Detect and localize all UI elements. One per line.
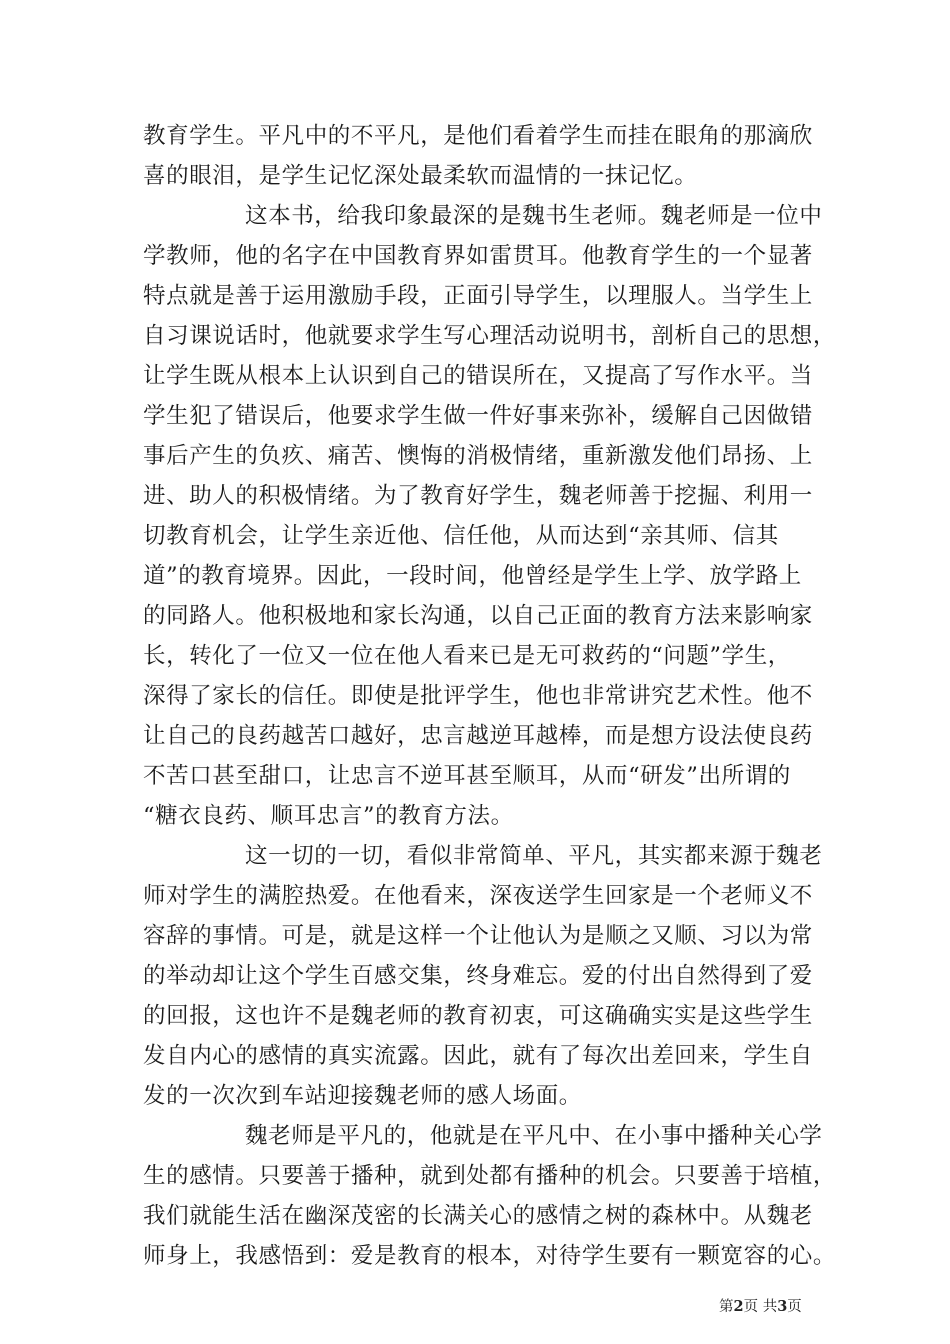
text-line: 发的一次次到车站迎接魏老师的感人场面。 xyxy=(143,1083,582,1109)
text-line: 我们就能生活在幽深茂密的长满关心的感情之树的森林中。从魏老 xyxy=(143,1203,813,1229)
text-line: 自习课说话时，他就要求学生写心理活动说明书，剖析自己的思想， xyxy=(143,323,837,349)
text-line: 进、助人的积极情绪。为了教育好学生，魏老师善于挖掘、利用一 xyxy=(143,483,813,509)
paragraph-start-line: 这本书，给我印象最深的是魏书生老师。魏老师是一位中 xyxy=(245,203,823,229)
text-line: “糖衣良药、顺耳忠言”的教育方法。 xyxy=(143,803,514,829)
text-line: 让自己的良药越苦口越好，忠言越逆耳越棒，而是想方设法使良药 xyxy=(143,723,813,749)
text-line: 不苦口甚至甜口，让忠言不逆耳甚至顺耳，从而“研发”出所谓的 xyxy=(143,763,791,789)
text-line: 长，转化了一位又一位在他人看来已是无可救药的“问题”学生， xyxy=(143,643,791,669)
text-line: 让学生既从根本上认识到自己的错误所在，又提高了写作水平。当 xyxy=(143,363,813,389)
text-line: 事后产生的负疚、痛苦、懊悔的消极情绪，重新激发他们昂扬、上 xyxy=(143,443,813,469)
text-line: 生的感情。只要善于播种，就到处都有播种的机会。只要善于培植， xyxy=(143,1163,837,1189)
text-line: 特点就是善于运用激励手段，正面引导学生，以理服人。当学生上 xyxy=(143,283,813,309)
text-line: 学教师，他的名字在中国教育界如雷贯耳。他教育学生的一个显著 xyxy=(143,243,813,269)
text-line: 教育学生。平凡中的不平凡，是他们看着学生而挂在眼角的那滴欣 xyxy=(143,123,813,149)
footer-middle: 页 共 xyxy=(743,1299,778,1315)
text-line: 的同路人。他积极地和家长沟通，以自己正面的教育方法来影响家 xyxy=(143,603,813,629)
text-line: 的举动却让这个学生百感交集，终身难忘。爱的付出自然得到了爱 xyxy=(143,963,813,989)
paragraph-start-line: 魏老师是平凡的，他就是在平凡中、在小事中播种关心学 xyxy=(245,1123,823,1149)
text-line: 师对学生的满腔热爱。在他看来，深夜送学生回家是一个老师义不 xyxy=(143,883,813,909)
text-line: 深得了家长的信任。即使是批评学生，他也非常讲究艺术性。他不 xyxy=(143,683,813,709)
text-line: 的回报，这也许不是魏老师的教育初衷，可这确确实实是这些学生 xyxy=(143,1003,813,1029)
footer-suffix: 页 xyxy=(787,1299,802,1315)
text-line: 切教育机会，让学生亲近他、信任他，从而达到“亲其师、信其 xyxy=(143,523,779,549)
text-line: 容辞的事情。可是，就是这样一个让他认为是顺之又顺、习以为常 xyxy=(143,923,813,949)
page-number-footer xyxy=(719,1297,802,1317)
footer-prefix: 第 xyxy=(719,1299,734,1315)
text-line: 喜的眼泪，是学生记忆深处最柔软而温情的一抹记忆。 xyxy=(143,163,698,189)
text-line: 发自内心的感情的真实流露。因此，就有了每次出差回来，学生自 xyxy=(143,1043,813,1069)
text-line: 师身上，我感悟到：爱是教育的根本，对待学生要有一颗宽容的心。 xyxy=(143,1243,837,1269)
text-line: 学生犯了错误后，他要求学生做一件好事来弥补，缓解自己因做错 xyxy=(143,403,813,429)
paragraph-start-line: 这一切的一切，看似非常简单、平凡，其实都来源于魏老 xyxy=(245,843,823,869)
current-page-number: 2 xyxy=(733,1298,744,1315)
total-page-number: 3 xyxy=(777,1298,788,1315)
text-line: 道”的教育境界。因此，一段时间，他曾经是学生上学、放学路上 xyxy=(143,563,802,589)
